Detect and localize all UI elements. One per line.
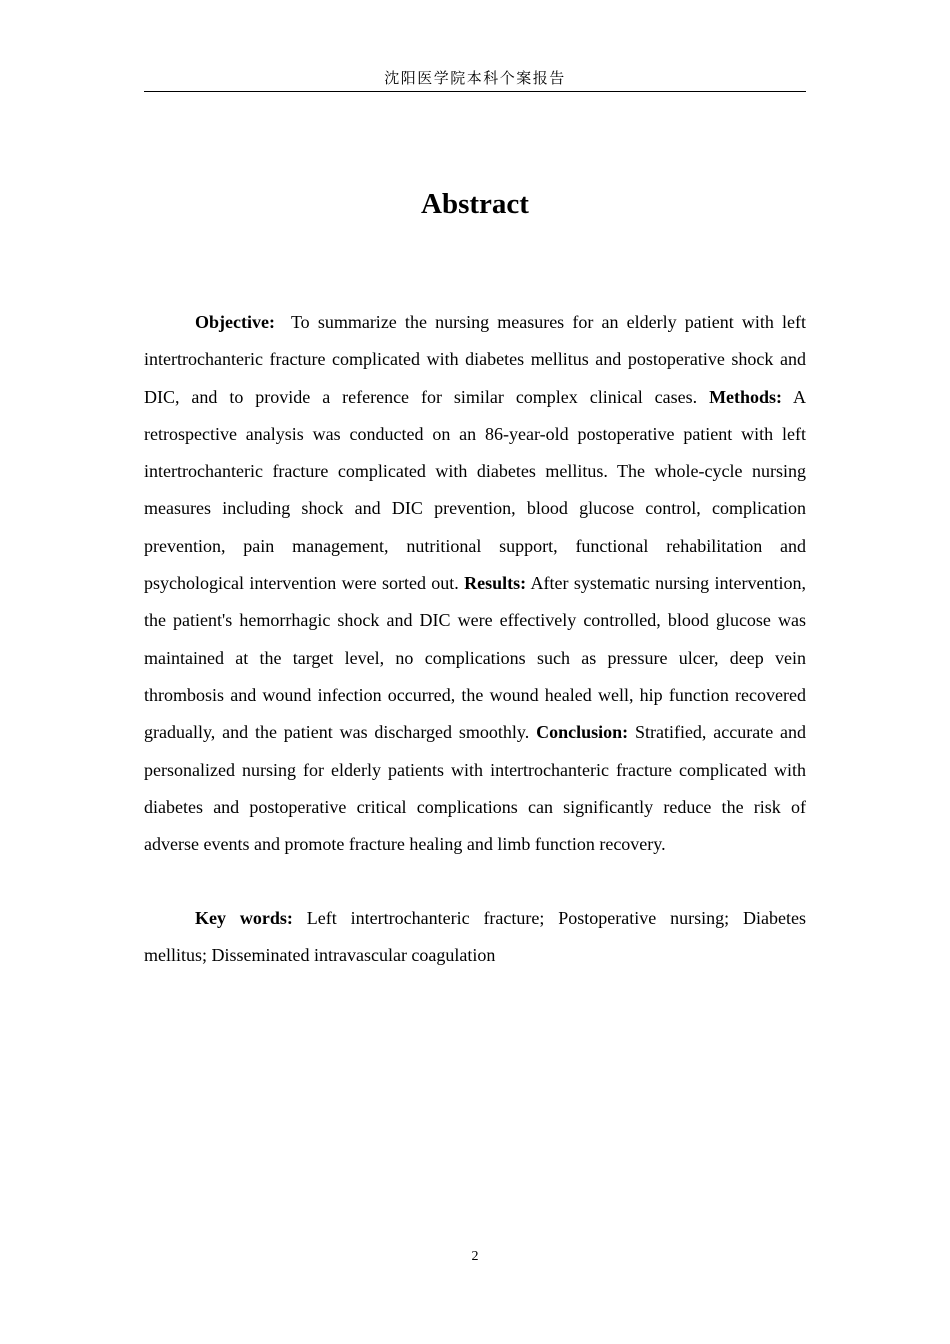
results-label: Results:: [464, 573, 527, 594]
methods-text: A retrospective analysis was conducted on an 86-year-old postoperative patient with left intertrochanteric fracture complicated with diabetes mellitus. The whole-cycle nursing measures including shock and DIC prevention, blood glucose control, complication prevention, pain management, nutritional support, functional rehabilitation and psychological intervention were sorted out.: [144, 386, 807, 594]
conclusion-text: Stratified, accurate and personalized nursing for elderly patients with intertrochanteric fracture complicated with diabetes and postoperative critical complications can significantly reduce the risk of adverse events and promote fracture healing and limb function recovery.: [144, 722, 807, 855]
conclusion-label: Conclusion:: [536, 722, 629, 743]
abstract-title: Abstract: [421, 188, 529, 220]
results-text: After systematic nursing intervention, the patient's hemorrhagic shock and DIC were effectively controlled, blood glucose was maintained at the target level, no complications such as pressure ulcer, deep vein thrombosis and wound infection occurred, the wound healed well, hip function recovered gradually, and the patient was discharged smoothly.: [144, 573, 807, 743]
objective-label: Objective:: [195, 312, 275, 332]
page-number: 2: [471, 1249, 479, 1264]
keywords-text: Left intertrochanteric fracture; Postoperative nursing; Diabetes mellitus; Disseminated intravascular coagulation: [144, 908, 806, 966]
abstract-body: [144, 304, 806, 863]
objective-text: To summarize the nursing measures for an elderly patient with left intertrochanteric fracture complicated with diabetes mellitus and postoperative shock and DIC, and to provide a reference for similar complex clinical cases.: [144, 312, 806, 407]
keywords-label: Key words:: [195, 908, 293, 928]
keywords-paragraph: [144, 900, 806, 975]
page-header: [144, 68, 806, 92]
page-header-title: 沈阳医学院本科个案报告: [384, 69, 566, 87]
methods-label: Methods:: [709, 386, 783, 407]
